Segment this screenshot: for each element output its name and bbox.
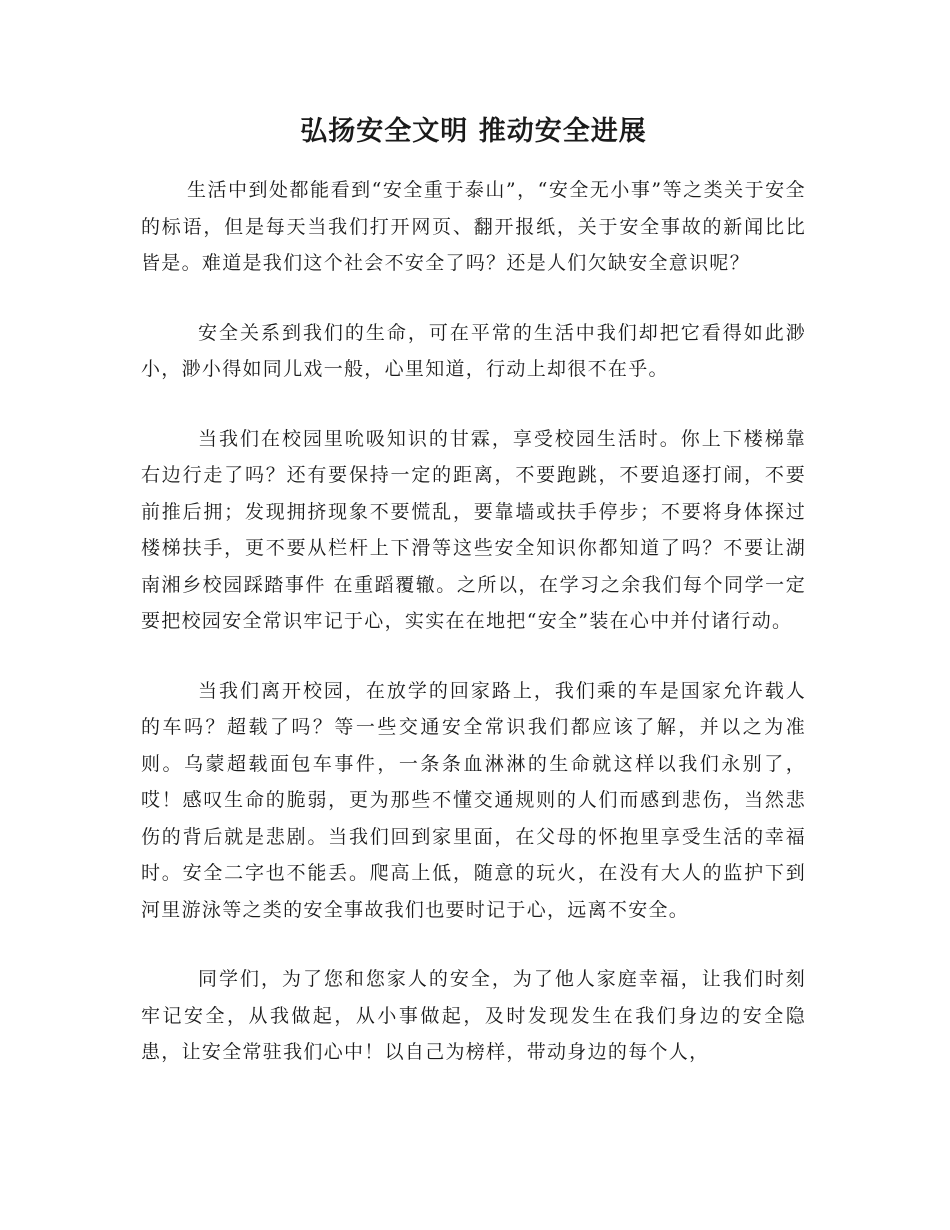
document-page bbox=[141, 108, 806, 1071]
paragraph-5: 同学们，为了您和您家人的安全，为了他人家庭幸福，让我们时刻牢记安全，从我做起，从小事做起，及时发现发生在我们身边的安全隐患，让安全常驻我们心中！以自己为榜样，带动身边的每个人， bbox=[141, 968, 806, 1063]
paragraph-1: 生活中到处都能看到“安全重于泰山”，“安全无小事”等之类关于安全的标语，但是每天当我们打开网页、翻开报纸，关于安全事故的新闻比比皆是。难道是我们这个社会不安全了吗？还是人们欠缺安全意识呢？ bbox=[141, 179, 806, 274]
paragraph-gap bbox=[141, 928, 806, 961]
paragraph-2: 安全关系到我们的生命，可在平常的生活中我们却把它看得如此渺小，渺小得如同儿戏一般，心里知道，行动上却很不在乎。 bbox=[141, 321, 806, 380]
paragraph-gap bbox=[141, 640, 806, 673]
paragraph-gap bbox=[141, 282, 806, 315]
document-title: 弘扬安全文明 推动安全进展 bbox=[300, 116, 647, 147]
paragraph-3: 当我们在校园里吮吸知识的甘霖，享受校园生活时。你上下楼梯靠右边行走了吗？还有要保持一定的距离，不要跑跳，不要追逐打闹，不要前推后拥；发现拥挤现象不要慌乱，要靠墙或扶手停步；不要将身体探过楼梯扶手，更不要从栏杆上下滑等这些安全知识你都知道了吗？不要让湖南湘乡校园踩踏事件 在重蹈覆辙。之所以，在学习之余我们每个同学一定要把校园安全常识牢记于心，实实在在地把“安全”装在心中并付诸行动。 bbox=[141, 427, 806, 632]
paragraph-4: 当我们离开校园，在放学的回家路上，我们乘的车是国家允许载人的车吗？超载了吗？等一些交通安全常识我们都应该了解，并以之为准则。乌蒙超载面包车事件，一条条血淋淋的生命就这样以我们永别了，哎！感叹生命的脆弱，更为那些不懂交通规则的人们而感到悲伤，当然悲伤的背后就是悲剧。当我们回到家里面，在父母的怀抱里享受生活的幸福时。安全二字也不能丢。爬高上低，随意的玩火，在没有大人的监护下到河里游泳等之类的安全事故我们也要时记于心，远离不安全。 bbox=[141, 679, 806, 921]
paragraph-gap bbox=[141, 388, 806, 421]
